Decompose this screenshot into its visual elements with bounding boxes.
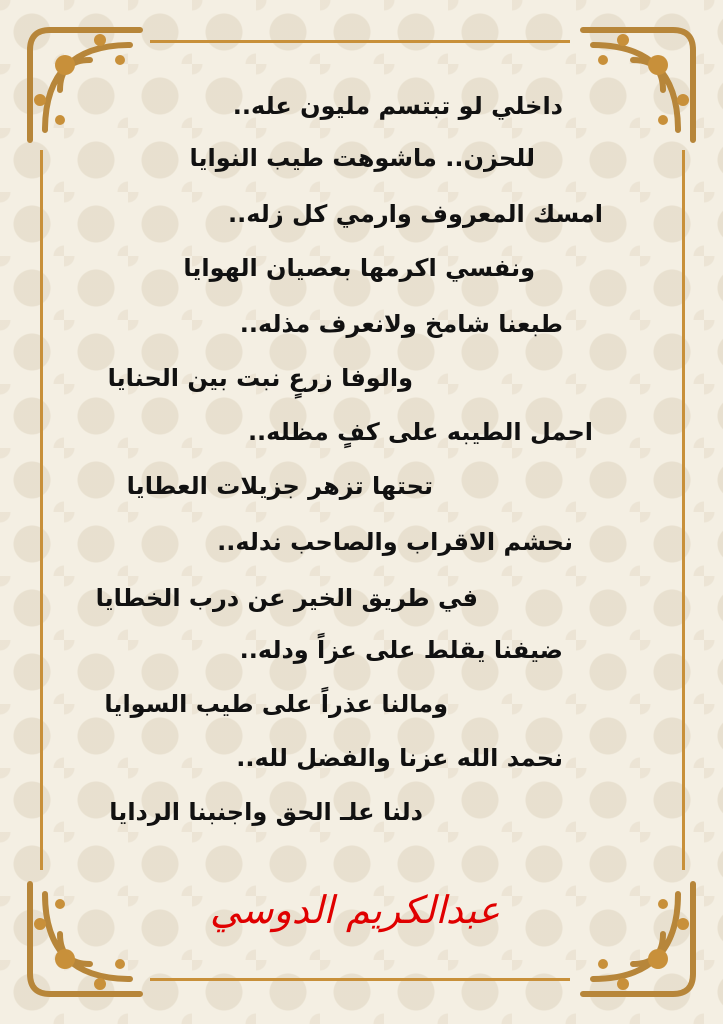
frame-top-line bbox=[150, 40, 570, 43]
corner-ornament-bottom-left bbox=[20, 874, 150, 1004]
signature: عبدالكريم الدوسي bbox=[209, 888, 500, 932]
poem-line-13: نحمد الله عزنا والفضل لله.. bbox=[236, 744, 563, 772]
corner-ornament-bottom-right bbox=[573, 874, 703, 1004]
poem-line-8: تحتها تزهر جزيلات العطايا bbox=[126, 472, 433, 500]
poem-line-9: نحشم الاقراب والصاحب ندله.. bbox=[217, 528, 573, 556]
poem-line-12: ومالنا عذراً على طيب السوايا bbox=[104, 690, 448, 718]
poem-line-6: والوفا زرعٍ نبت بين الحنايا bbox=[107, 364, 413, 392]
corner-ornament-top-right bbox=[573, 20, 703, 150]
poem-line-5: طبعنا شامخ ولانعرف مذله.. bbox=[239, 310, 563, 338]
poem-line-1: داخلي لو تبتسم مليون عله.. bbox=[232, 92, 563, 120]
frame-left-line bbox=[40, 150, 43, 870]
corner-ornament-top-left bbox=[20, 20, 150, 150]
poem-line-14: دلنا علـ الحق واجنبنا الردايا bbox=[109, 798, 423, 826]
poem-line-10: في طريق الخير عن درب الخطايا bbox=[95, 584, 478, 612]
frame-bottom-line bbox=[150, 978, 570, 981]
frame-right-line bbox=[682, 150, 685, 870]
poem-line-3: امسك المعروف وارمي كل زله.. bbox=[228, 200, 603, 228]
poem-line-7: احمل الطيبه على كفٍ مظله.. bbox=[247, 418, 593, 446]
poem-line-4: ونفسي اكرمها بعصيان الهوايا bbox=[183, 254, 535, 282]
poem-line-2: للحزن.. ماشوهت طيب النوايا bbox=[189, 144, 535, 172]
poem-line-11: ضيفنا يقلط على عزاً ودله.. bbox=[239, 636, 563, 664]
